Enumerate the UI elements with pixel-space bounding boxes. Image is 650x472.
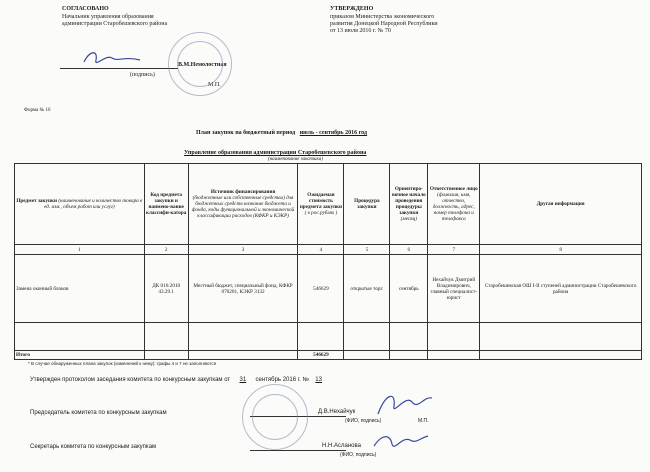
approval-left-signer: В.М.Немолостная — [178, 62, 227, 68]
protocol-day: 31 — [239, 377, 247, 383]
secretary-caption: (ФИО, подпись) — [340, 452, 377, 458]
approval-left-sign-caption: (подпись) — [130, 72, 155, 78]
approval-left-line1: Начальник управления образования — [62, 14, 154, 20]
table-header-row — [15, 164, 642, 245]
approval-right-heading: УТВЕРЖДЕНО — [330, 6, 374, 12]
secretary-name: Н.Н.Асланова — [322, 443, 361, 449]
header-subject: Предмет закупки (наименование и количество товара в ед. изм., объем работ или услуг) — [15, 164, 145, 245]
approval-left-stamp-mark: М.П. — [208, 82, 221, 88]
cell-month: сентябрь — [390, 255, 428, 323]
column-number: 7 — [428, 245, 480, 255]
secretary-line — [250, 450, 346, 451]
procurement-table — [14, 163, 642, 360]
cell-source: Местный бюджет, специальный фонд, КФКР 070201, КЭКР 3132 — [188, 255, 298, 323]
chairman-name: Д.В.Нехайчук — [318, 409, 356, 415]
header-source: Источник финансирования (бюджетные или собственные средства) для бюджетных средств название бюджета и фонда, коды функциональной и экономической классификации расходов (КФКР и КЭКР) — [188, 164, 298, 245]
approval-left-line2: администрации Старобешевского района — [62, 21, 168, 27]
header-code: Код предмета закупки и наимено-вание классифи-катора — [144, 164, 188, 245]
chairman-stamp-mark: М.П. — [418, 418, 429, 424]
secretary-label: Секретарь комитета по конкурсным закупкам — [30, 444, 157, 450]
organization-name: Управление образования администрации Старобешевского района — [184, 150, 367, 156]
protocol-line: Утвержден протоколом заседания комитета по конкурсным закупкам от 31 сентябрь 2016 г. № 13 — [30, 377, 327, 384]
header-procedure: Процедура закупки — [344, 164, 390, 245]
signature-chairman — [372, 388, 436, 420]
official-stamp-bottom — [242, 384, 308, 450]
header-cost: Ожидаемая стоимость предмета закупки ( в рос.рублях ) — [298, 164, 344, 245]
cell-code: ДК 016:2010 43.29.1 — [144, 255, 188, 323]
approval-left-heading: СОГЛАСОВАНО — [62, 6, 109, 12]
column-number: 1 — [15, 245, 145, 255]
cell-responsible: Нехайчук Дмитрий Владимирович, главный специалист-юрист — [428, 255, 480, 323]
total-label: Итого — [15, 351, 145, 360]
form-label: Форма № 16 — [24, 108, 51, 113]
total-row — [15, 351, 642, 360]
column-number: 5 — [344, 245, 390, 255]
column-number: 3 — [188, 245, 298, 255]
column-number: 8 — [480, 245, 642, 255]
header-responsible: Ответственное лицо (фамилия, имя, отчество, должность, адрес, номер телефона и телефакса — [428, 164, 480, 245]
table-row — [15, 255, 642, 323]
protocol-number: 13 — [315, 377, 322, 383]
header-start-month: Ориентиро-вочное начало проведения процедуры закупки (месяц) — [390, 164, 428, 245]
official-stamp-top — [168, 32, 232, 96]
footnote: * В случае обнаруженных плана закупок (изменений к нему): графы 4 и 7 не заполняются — [28, 361, 217, 366]
header-other: Другая информация — [480, 164, 642, 245]
cell-procedure: открытые торг. — [344, 255, 390, 323]
document-title: План закупок на бюджетный период июль - сентябрь 2016 год — [196, 130, 368, 136]
column-number-row — [15, 245, 642, 255]
column-number: 4 — [298, 245, 344, 255]
chairman-caption: (ФИО, подпись) — [345, 418, 382, 424]
signature-secretary — [370, 428, 430, 454]
title-period: июль - сентябрь 2016 год — [299, 130, 368, 136]
organization-caption: (наименование заказчика) — [268, 157, 323, 162]
cell-cost: 546629 — [298, 255, 344, 323]
column-number: 6 — [390, 245, 428, 255]
chairman-label: Председатель комитета по конкурсным закупкам — [30, 410, 167, 416]
approval-right-line2: развития Донецкой Народной Республики — [330, 21, 438, 27]
approval-right-line3: от 13 июля 2016 г. № 70 — [330, 28, 391, 34]
column-number: 2 — [144, 245, 188, 255]
empty-row — [15, 323, 642, 351]
total-value: 546629 — [298, 351, 344, 360]
signature-top — [80, 48, 150, 70]
cell-other: Старобешевская ОШ I-II ступеней администрации Старобешевского района — [480, 255, 642, 323]
approval-right-line1: приказом Министерства экономического — [330, 14, 435, 20]
cell-subject: Замена оконный блоков — [15, 255, 145, 323]
